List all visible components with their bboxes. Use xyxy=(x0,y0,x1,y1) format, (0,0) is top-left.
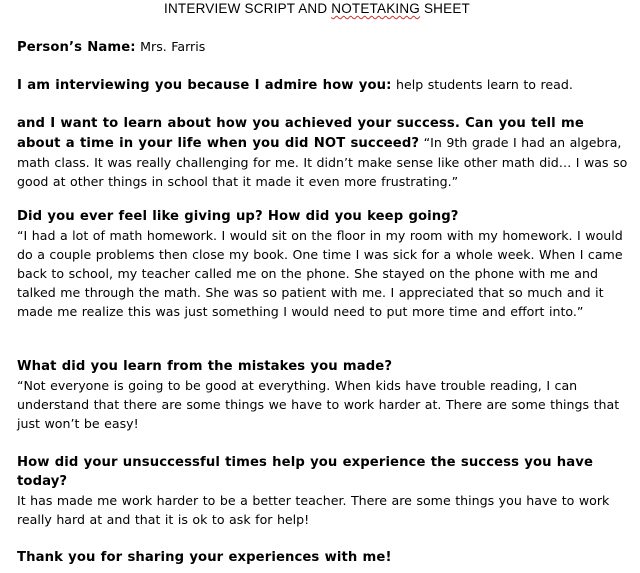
mistakes-answer: “Not everyone is going to be good at everything. When kids have trouble reading, I can understand that there are some things we have to work harder at. There are some things that just won’t be easy! xyxy=(17,378,620,431)
giveup-block xyxy=(17,207,629,321)
unsuccessful-answer: It has made me work harder to be a better teacher. There are some things you have to work really hard at and that it is ok to ask for help! xyxy=(17,493,610,527)
success-answer: “In 9th grade I had an algebra, math class. It was really challenging for me. It didn’t make sense like other math did… I was so good at other things in school that it made it even more frustrating.” xyxy=(17,135,628,189)
unsuccessful-block xyxy=(17,453,629,529)
unsuccessful-question: How did your unsuccessful times help you experience the success you have today? xyxy=(17,455,594,489)
giveup-question: Did you ever feel like giving up? How did you keep going? xyxy=(17,209,459,224)
person-name-value: Mrs. Farris xyxy=(140,39,206,54)
title-misspelled-word: NOTETAKING xyxy=(331,1,421,16)
closing-row xyxy=(17,547,632,567)
page-title xyxy=(17,0,617,17)
admire-row xyxy=(17,75,632,95)
closing-text: Thank you for sharing your experiences with me! xyxy=(17,550,392,565)
person-name-row xyxy=(17,37,632,57)
person-name-label: Person’s Name: xyxy=(17,40,136,55)
title-end: SHEET xyxy=(420,1,470,16)
success-block xyxy=(17,113,629,191)
title-start: INTERVIEW SCRIPT AND xyxy=(164,1,332,16)
success-question: and I want to learn about how you achieved your success. Can you tell me about a time in your life when you did NOT succeed? xyxy=(17,116,584,151)
admire-label: I am interviewing you because I admire how you: xyxy=(17,78,392,93)
admire-value: help students learn to read. xyxy=(395,77,573,92)
mistakes-block xyxy=(17,357,629,433)
giveup-answer: “I had a lot of math homework. I would sit on the floor in my room with my homework. I would do a couple problems then close my book. One time I was sick for a whole week. When I came back to school, my teacher called me on the phone. She stayed on the phone with me and talked me through the math. She was so patient with me. I appreciated that so much and it made me realize this was just something I would need to put more time and effort into.” xyxy=(17,228,623,319)
mistakes-question: What did you learn from the mistakes you made? xyxy=(17,359,393,374)
